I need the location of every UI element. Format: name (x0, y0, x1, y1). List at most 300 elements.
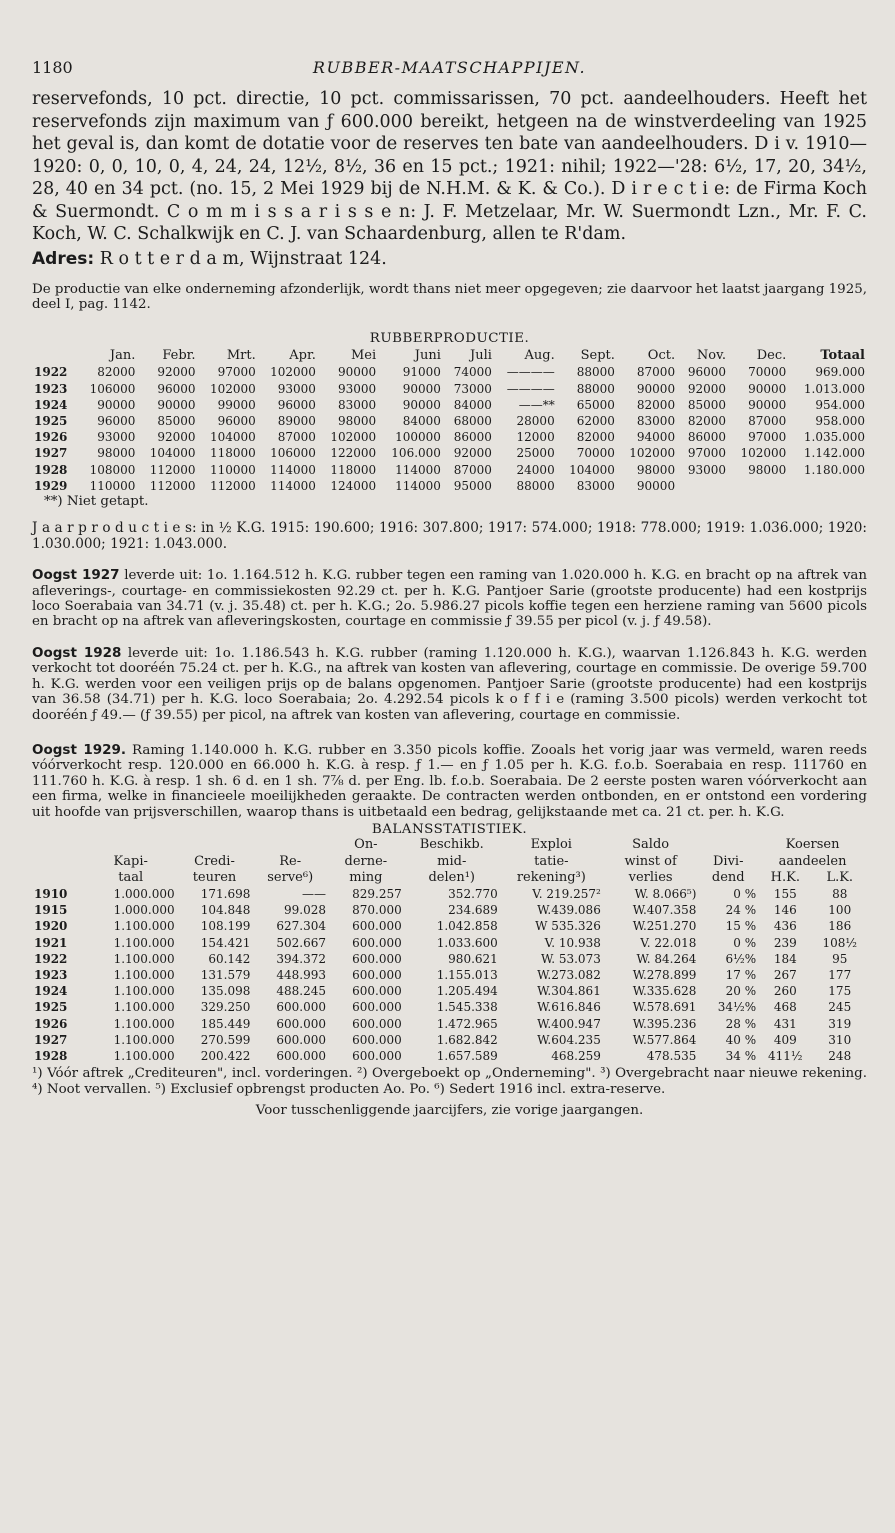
row-year: 1924 (34, 397, 68, 412)
row-year: 1920 (34, 919, 68, 934)
table-cell: 1.545.338 (436, 1000, 498, 1015)
table-cell: 1.100.000 (113, 1032, 175, 1047)
table-cell: 1.142.000 (803, 446, 865, 461)
table-cell: 112000 (149, 478, 196, 493)
jaarproducties: J a a r p r o d u c t i e s: in ½ K.G. 1915: 190.600; 1916: 307.800; 1917: 574.000; 1918: 778.000; 1919: 1.036.000; 1920: 1.030.000; 1921: 1.043.000. (32, 520, 867, 552)
rubber-column-header (32, 348, 77, 364)
table-cell: 106000 (270, 446, 316, 461)
balance-column-header: aandeelen (778, 853, 847, 869)
balance-column-header: mid- (437, 853, 467, 869)
table-row (32, 1016, 867, 1032)
row-year: 1923 (34, 967, 68, 982)
table-cell: V. 10.938 (544, 935, 601, 950)
balance-column-header: H.K. (770, 869, 800, 885)
table-cell: 102000 (740, 446, 787, 461)
table-cell: 112000 (149, 462, 196, 477)
table-cell: 118000 (209, 446, 256, 461)
table-cell: 431 (773, 1016, 797, 1031)
table-cell: 96000 (687, 365, 727, 380)
table-cell: 600.000 (276, 1016, 327, 1031)
table-cell: 65000 (576, 397, 615, 412)
table-cell: 106000 (89, 381, 136, 396)
table-cell: 329.250 (200, 1000, 251, 1015)
table-cell: 87000 (636, 365, 676, 380)
table-cell: 1.100.000 (113, 919, 175, 934)
balance-column-header: rekening³) (516, 869, 586, 885)
table-cell: 91000 (402, 365, 441, 380)
page-header (32, 58, 867, 88)
table-cell: W 535.326 (535, 919, 601, 934)
table-cell: 86000 (453, 430, 492, 445)
table-cell: 70000 (576, 446, 615, 461)
balance-column-header (32, 870, 85, 886)
table-cell: 980.621 (448, 951, 498, 966)
table-cell: 1.180.000 (803, 462, 865, 477)
table-cell: 90000 (748, 397, 787, 412)
table-cell: 114000 (270, 478, 316, 493)
table-cell: 68000 (453, 414, 492, 429)
row-year: 1927 (34, 1032, 68, 1047)
balance-header-row-2 (32, 854, 867, 870)
table-cell: 88 (832, 886, 848, 901)
table-cell: 600.000 (352, 935, 402, 950)
table-cell: W.407.358 (632, 903, 697, 918)
table-cell: W. 8.066⁵) (634, 886, 697, 901)
table-cell: ——** (518, 397, 555, 412)
table-cell: 829.257 (352, 886, 402, 901)
rubber-column-header: Aug. (524, 348, 555, 364)
balance-column-header (32, 854, 85, 870)
table-cell: 90000 (636, 478, 676, 493)
table-cell: 118000 (330, 462, 377, 477)
running-title: RUBBER-MAATSCHAPPIJEN. (312, 58, 587, 77)
table-cell: 28 % (725, 1016, 757, 1031)
table-cell: W.395.236 (632, 1016, 697, 1031)
table-cell: 1.472.965 (436, 1016, 498, 1031)
table-cell: 92000 (687, 381, 727, 396)
balance-header-row-3 (32, 870, 867, 886)
table-cell: 104000 (149, 446, 196, 461)
table-cell: 96000 (277, 397, 316, 412)
table-cell: 1.100.000 (113, 935, 175, 950)
balance-table-title: BALANSSTATISTIEK. (371, 821, 528, 837)
rubber-production-table (32, 348, 867, 494)
table-cell: 436 (773, 919, 797, 934)
table-cell: 90000 (157, 397, 196, 412)
table-cell: 200.422 (200, 1049, 251, 1063)
rubber-table-title: RUBBERPRODUCTIE. (369, 330, 530, 346)
table-row (32, 918, 867, 934)
table-cell (788, 478, 867, 494)
oogst-1927-paragraph (32, 568, 867, 630)
table-cell: 34½% (717, 1000, 757, 1015)
balance-column-header: Credi- (194, 853, 235, 869)
table-cell: 409 (773, 1032, 797, 1047)
table-cell: 102000 (209, 381, 256, 396)
table-cell: 82000 (97, 365, 136, 380)
balance-column-header (252, 837, 328, 853)
rubber-column-header: Apr. (289, 348, 316, 364)
table-cell: 88000 (576, 365, 615, 380)
balance-header-row-1 (32, 837, 867, 853)
intro-paragraph: reservefonds, 10 pct. directie, 10 pct. commissarissen, 70 pct. aandeelhouders. Heeft het reservefonds zijn maximum van ƒ 600.000 bereikt, hetgeen na de winstverdeeling van 1925 het geval is, dan komt de dotatie voor de reserves ten bate van aandeelhouders. D i v. 1910—1920: 0, 0, 10, 0, 4, 24, 24, 12½, 8½, 36 en 15 pct.; 1921: nihil; 1922—'28: 6½, 17, 20, 34½, 28, 40 en 34 pct. (no. 15, 2 Mei 1929 bij de N.H.M. & K. & Co.). D i r e c t i e: de Firma Koch & Suermondt. C o m m i s s a r i s s e n: J. F. Metzelaar, Mr. W. Suermondt Lzn., Mr. F. C. Koch, W. C. Schalkwijk en C. J. van Schaardenburg, allen te R'dam. (32, 89, 867, 244)
table-cell: 122000 (330, 446, 377, 461)
table-cell: 6½% (725, 951, 757, 966)
balance-column-header: derne- (344, 853, 388, 869)
table-cell: 110000 (209, 462, 256, 477)
row-year: 1927 (34, 446, 68, 461)
table-cell: 88000 (576, 381, 615, 396)
table-cell: 600.000 (276, 1032, 327, 1047)
balance-statistics-table (32, 837, 867, 1064)
table-cell (728, 478, 788, 494)
table-cell: 95 (832, 951, 848, 966)
balance-column-header: tatie- (534, 853, 569, 869)
table-cell: 1.100.000 (113, 984, 175, 999)
table-cell: 98000 (636, 462, 676, 477)
table-row (32, 1032, 867, 1048)
table-cell: 171.698 (200, 886, 251, 901)
table-cell: 99.028 (284, 903, 327, 918)
production-note: De productie van elke onderneming afzonderlijk, wordt thans niet meer opgegeven; zie daarvoor het laatst jaargang 1925, deel I, pag. 1142. (32, 282, 867, 313)
table-cell: W.335.628 (632, 984, 697, 999)
rubber-column-header: Juni (414, 348, 441, 364)
rubber-column-header: Dec. (756, 348, 787, 364)
table-cell: 448.993 (276, 967, 327, 982)
table-row (32, 397, 867, 413)
table-cell: 90000 (337, 365, 377, 380)
balance-footnotes: ¹) Vóór aftrek „Crediteuren", incl. vorderingen. ²) Overgeboekt op „Onderneming". ³) Overgebracht naar nieuwe rekening. ⁴) Noot vervallen. ⁵) Exclusief opbrengst producten Ao. Po. ⁶) Sedert 1916 incl. extra-reserve. (32, 1066, 867, 1097)
table-row (32, 429, 867, 445)
table-cell: W.604.235 (537, 1032, 601, 1047)
table-cell: W.304.861 (537, 984, 601, 999)
table-cell: 93000 (337, 381, 377, 396)
balance-column-header: taal (118, 869, 144, 885)
table-cell: 24000 (516, 462, 555, 477)
table-cell: 84000 (402, 414, 441, 429)
table-cell: 102000 (330, 430, 377, 445)
table-cell: 70000 (748, 365, 787, 380)
table-cell: 267 (773, 967, 797, 982)
table-cell: 155 (773, 886, 797, 901)
table-row (32, 1048, 867, 1064)
table-cell: 112000 (209, 478, 256, 493)
rubber-footnote: **) Niet getapt. (44, 494, 149, 510)
rubber-column-header: Totaal (820, 348, 865, 364)
table-cell: 600.000 (352, 1000, 402, 1015)
address-line (32, 248, 867, 271)
table-cell: 87000 (748, 414, 787, 429)
table-cell: 114000 (395, 462, 441, 477)
table-cell: 177 (828, 967, 852, 982)
table-cell: 100 (828, 903, 852, 918)
rubber-column-header: Sept. (580, 348, 615, 364)
table-row (32, 935, 867, 951)
table-cell: 102000 (629, 446, 676, 461)
table-cell: 96000 (97, 414, 136, 429)
row-year: 1921 (34, 935, 68, 950)
table-cell: 239 (773, 935, 797, 950)
balance-column-header (698, 837, 758, 853)
table-row (32, 462, 867, 478)
table-cell: 478.535 (646, 1049, 697, 1063)
table-cell: 90000 (97, 397, 136, 412)
rubber-column-header: Mrt. (226, 348, 256, 364)
table-cell: 0 % (733, 935, 757, 950)
row-year: 1915 (34, 903, 68, 918)
oogst-1929-label: Oogst 1929. (32, 741, 127, 758)
balance-column-header (32, 837, 85, 853)
table-cell: 260 (773, 984, 797, 999)
table-cell: 600.000 (352, 1049, 402, 1063)
table-cell: 186 (828, 919, 852, 934)
rubber-column-header: Febr. (162, 348, 196, 364)
table-cell: 90000 (636, 381, 676, 396)
table-cell: 108000 (89, 462, 136, 477)
table-cell: 82000 (636, 397, 676, 412)
table-cell: 85000 (687, 397, 727, 412)
oogst-1928-label: Oogst 1928 (32, 644, 122, 661)
table-cell: 488.245 (276, 984, 327, 999)
table-cell: 108½ (822, 935, 858, 950)
table-cell: 1.100.000 (113, 1049, 175, 1063)
table-cell: 954.000 (815, 397, 865, 412)
table-cell: 24 % (725, 903, 757, 918)
table-cell: 1.100.000 (113, 951, 175, 966)
oogst-1929-text: Raming 1.140.000 h. K.G. rubber en 3.350 picols koffie. Zooals het vorig jaar was vermeld, waren reeds vóórverkocht resp. 120.000 en 66.000 h. K.G. à resp. ƒ 1.— en ƒ 1.05 per h. K.G. f.o.b. Soerabaia en resp. 111760 en 111.760 h. K.G. à resp. 1 sh. 6 d. en 1 sh. 7⅞ d. per Eng. lb. f.o.b. Soerabaia. De 2 eerste posten waren vóórverkocht aan een firma, welke in financieele moeilijkheden geraakte. De contracten werden ontbonden, en er ontstond een vordering uit hoofde van prijsverschillen, waarop thans is uitbetaald een bedrag, gelijkstaande met ca. 21 ct. per. h. K.G. (32, 742, 867, 820)
table-cell: 110000 (89, 478, 136, 493)
table-cell: 600.000 (352, 1016, 402, 1031)
table-cell: 60.142 (208, 951, 251, 966)
table-cell: 28000 (516, 414, 555, 429)
table-cell: 102000 (270, 365, 316, 380)
table-cell: 83000 (337, 397, 377, 412)
table-cell: 93000 (687, 462, 727, 477)
table-cell: 74000 (453, 365, 492, 380)
rubber-column-header: Juli (469, 348, 492, 364)
table-cell: 1.013.000 (803, 381, 865, 396)
table-cell: 1.035.000 (803, 430, 865, 445)
rubber-header-row (32, 348, 867, 364)
table-cell: 90000 (402, 397, 441, 412)
row-year: 1923 (34, 381, 68, 396)
table-cell: 1.657.589 (436, 1049, 498, 1063)
table-cell: 352.770 (448, 886, 498, 901)
table-cell: 98000 (337, 414, 377, 429)
table-cell: 600.000 (276, 1049, 327, 1063)
table-cell: 92000 (157, 365, 196, 380)
balance-column-header: delen¹) (428, 869, 476, 885)
table-cell: 106.000 (391, 446, 441, 461)
table-cell: W.577.864 (632, 1032, 697, 1047)
balance-column-header: ming (349, 869, 383, 885)
table-cell: 90000 (748, 381, 787, 396)
table-cell: 502.667 (276, 935, 327, 950)
table-cell: 97000 (687, 446, 727, 461)
page-number: 1180 (32, 58, 73, 77)
table-cell: 319 (828, 1016, 852, 1031)
balance-column-header: Beschikb. (419, 837, 484, 853)
table-cell: 73000 (453, 381, 492, 396)
balance-column-header: On- (354, 837, 378, 853)
table-cell: 270.599 (200, 1032, 251, 1047)
table-cell: 83000 (576, 478, 615, 493)
table-row (32, 445, 867, 461)
row-year: 1925 (34, 414, 68, 429)
row-year: 1926 (34, 430, 68, 445)
table-cell: V. 22.018 (640, 935, 697, 950)
table-cell: W.273.082 (537, 967, 601, 982)
table-cell: 85000 (157, 414, 196, 429)
table-cell: 1.033.600 (436, 935, 498, 950)
rubber-column-header: Jan. (109, 348, 136, 364)
table-cell: ———— (506, 365, 555, 380)
balance-column-header: Saldo (632, 837, 670, 853)
table-cell: 1.155.013 (436, 967, 498, 982)
row-year: 1926 (34, 1016, 68, 1031)
table-cell: 600.000 (352, 919, 402, 934)
table-row (32, 381, 867, 397)
table-cell: 20 % (725, 984, 757, 999)
row-year: 1928 (34, 1049, 68, 1063)
table-cell: 93000 (277, 381, 316, 396)
table-cell: W. 84.264 (636, 951, 697, 966)
table-cell: 600.000 (352, 951, 402, 966)
balance-column-header: Re- (279, 853, 302, 869)
address-value: R o t t e r d a m, Wijnstraat 124. (99, 248, 387, 269)
balance-column-header: Koersen (785, 837, 840, 853)
table-cell: 468.259 (551, 1049, 601, 1063)
table-cell: 108.199 (200, 919, 251, 934)
row-year: 1928 (34, 462, 68, 477)
balance-column-header: Divi- (713, 853, 744, 869)
table-cell: 131.579 (200, 967, 251, 982)
table-cell: 1.042.858 (436, 919, 498, 934)
table-cell: W.578.691 (632, 1000, 697, 1015)
balance-column-header (177, 837, 253, 853)
table-cell: 1.682.842 (436, 1032, 498, 1047)
table-cell: 958.000 (815, 414, 865, 429)
table-row (32, 413, 867, 429)
table-cell: 135.098 (200, 984, 251, 999)
table-cell: 97000 (748, 430, 787, 445)
table-cell: W. 53.073 (540, 951, 601, 966)
table-cell: 87000 (277, 430, 316, 445)
balance-column-header: Kapi- (113, 853, 148, 869)
oogst-1927-text: leverde uit: 1o. 1.164.512 h. K.G. rubber tegen een raming van 1.020.000 h. K.G. en bracht op na aftrek van afleverings-, courtage- en commissiekosten 92.29 ct. per h. K.G. Pantjoer Sarie (grootste producente) had een kostprijs loco Soerabaia van 34.71 (v. j. 35.48) ct. per h. K.G.; 2o. 5.986.27 picols koffie tegen een herziene raming van 5600 picols en bracht op na aftrek van afleveringskosten, courtage en commissie ƒ 39.55 per picol (v. j. ƒ 49.58). (32, 568, 867, 630)
table-cell: 1.205.494 (436, 984, 498, 999)
table-cell: 87000 (453, 462, 492, 477)
row-year: 1922 (34, 951, 68, 966)
table-cell: 969.000 (815, 365, 865, 380)
rubber-column-header: Mei (350, 348, 377, 364)
balance-column-header: dend (711, 869, 745, 885)
table-cell: 17 % (725, 967, 757, 982)
table-cell: W.616.846 (537, 1000, 601, 1015)
balance-column-header: teuren (192, 869, 237, 885)
table-cell: 94000 (636, 430, 676, 445)
table-cell: 1.100.000 (113, 1000, 175, 1015)
table-cell: 92000 (453, 446, 492, 461)
table-cell (677, 478, 728, 494)
table-cell: 1.100.000 (113, 1016, 175, 1031)
balance-column-header: L.K. (826, 869, 854, 885)
table-cell: 185.449 (200, 1016, 251, 1031)
table-cell: 114000 (270, 462, 316, 477)
oogst-1929-paragraph (32, 743, 867, 820)
rubber-column-header: Nov. (696, 348, 727, 364)
table-cell: W.251.270 (632, 919, 697, 934)
table-cell: 234.689 (448, 903, 498, 918)
table-row (32, 478, 867, 494)
closing-note: Voor tusschenliggende jaarcijfers, zie vorige jaargangen. (255, 1103, 644, 1119)
row-year: 1924 (34, 984, 68, 999)
table-cell: V. 219.257² (532, 886, 601, 901)
table-cell: 83000 (636, 414, 676, 429)
table-cell: 25000 (516, 446, 555, 461)
table-cell: 411½ (768, 1049, 803, 1063)
table-cell: 245 (828, 1000, 852, 1015)
table-cell: 12000 (516, 430, 555, 445)
address-label: Adres: (32, 248, 95, 269)
table-cell: 82000 (687, 414, 727, 429)
table-row (32, 967, 867, 983)
table-cell: W.278.899 (632, 967, 697, 982)
table-cell: 1.000.000 (113, 886, 175, 901)
table-cell: 600.000 (276, 1000, 327, 1015)
row-year: 1925 (34, 1000, 68, 1015)
table-row (32, 983, 867, 999)
table-cell: 870.000 (352, 903, 402, 918)
balance-column-header: Exploi (530, 837, 572, 853)
table-row (32, 951, 867, 967)
oogst-1927-label: Oogst 1927 (32, 567, 120, 584)
balance-column-header (85, 837, 177, 853)
table-cell: 600.000 (352, 967, 402, 982)
table-cell: 154.421 (200, 935, 251, 950)
row-year: 1922 (34, 365, 68, 380)
table-cell: 62000 (576, 414, 615, 429)
table-cell: 248 (828, 1049, 852, 1063)
table-cell: 100000 (395, 430, 441, 445)
table-cell: 82000 (576, 430, 615, 445)
table-cell: 175 (828, 984, 852, 999)
table-cell: 124000 (330, 478, 377, 493)
table-cell: 627.304 (276, 919, 327, 934)
table-cell: 600.000 (352, 984, 402, 999)
table-cell: W.439.086 (537, 903, 601, 918)
table-cell: 310 (828, 1032, 852, 1047)
table-cell: 86000 (687, 430, 727, 445)
table-row (32, 364, 867, 380)
table-cell: 34 % (725, 1049, 757, 1063)
table-cell: 88000 (516, 478, 555, 493)
balance-column-header: verlies (628, 869, 673, 885)
table-cell: 600.000 (352, 1032, 402, 1047)
table-cell: 104000 (209, 430, 256, 445)
table-cell: 92000 (157, 430, 196, 445)
table-cell: 1.100.000 (113, 967, 175, 982)
table-cell: 90000 (402, 381, 441, 396)
table-row (32, 999, 867, 1015)
row-year: 1929 (34, 478, 68, 493)
table-row (32, 886, 867, 902)
table-cell: 1.000.000 (113, 903, 175, 918)
oogst-1928-text: leverde uit: 1o. 1.186.543 h. K.G. rubber (raming 1.120.000 h. K.G.), waarvan 1.126.843 h. K.G. werden verkocht tot dooréén 75.24 ct. per h. K.G., na aftrek van kosten van aflevering, courtage en commissie. De overige 59.700 h. K.G. werden voor een veiligen prijs op de balans opgenomen. Pantjoer Sarie (grootste producente) had een kostprijs van 36.58 (34.71) per h. K.G. loco Soerabaia; 2o. 4.292.54 picols k o f f i e (raming 3.500 picols) werden verkocht tot dooréén ƒ 49.— (ƒ 39.55) per picol, na aftrek van kosten van aflevering, courtage en commissie. (32, 645, 867, 723)
table-cell: 96000 (217, 414, 256, 429)
table-cell: 104.848 (200, 903, 251, 918)
oogst-1928-paragraph (32, 646, 867, 723)
